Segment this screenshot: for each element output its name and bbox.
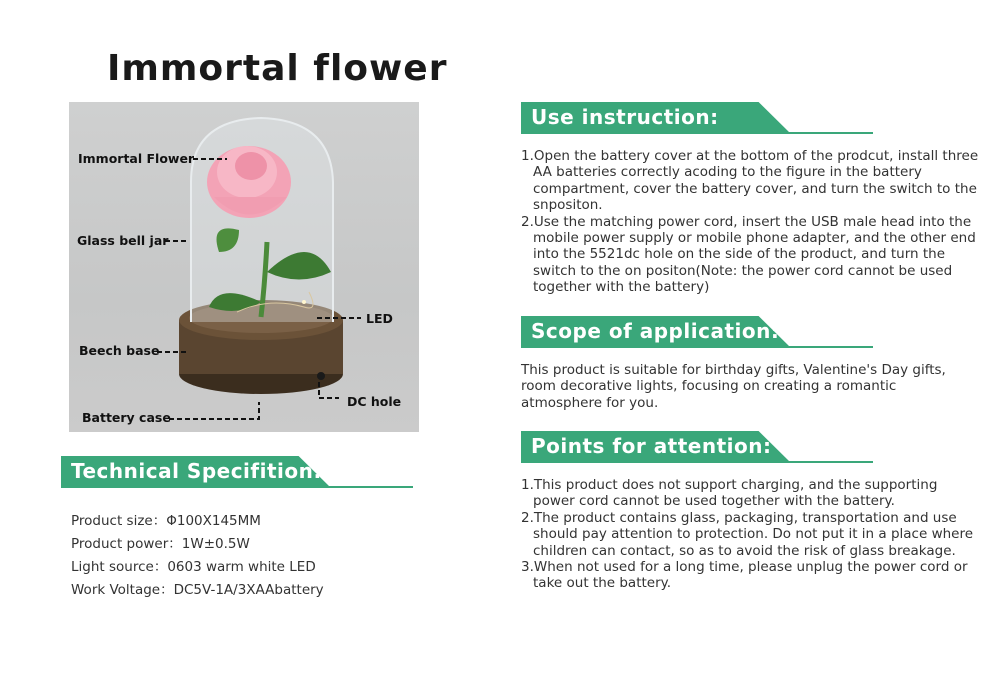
- callout-battery-case: Battery case: [82, 410, 171, 425]
- scope-text: This product is suitable for birthday gifts, Valentine's Day gifts, room decorative lights, focusing on creating a romantic atmosphere for you.: [521, 362, 946, 411]
- spec-row: Product size：Φ100X145MM: [71, 513, 261, 529]
- list-item: 1.This product does not support charging, and the supporting power cord cannot be used together with the battery.: [521, 477, 938, 510]
- use-instruction-header: [521, 102, 873, 134]
- product-photo: [69, 102, 419, 432]
- callout-dc-hole: DC hole: [347, 394, 402, 409]
- tech-spec-header-line: [311, 486, 413, 488]
- scope-heading: Scope of application:: [531, 319, 780, 343]
- use-instruction-header-line: [771, 132, 873, 134]
- spec-row: Work Voltage：DC5V-1A/3XAAbattery: [71, 582, 324, 598]
- use-instruction-heading: Use instruction:: [531, 105, 719, 129]
- page-title: Immortal flower: [107, 48, 448, 89]
- attention-list: [521, 477, 981, 592]
- scope-header: [521, 316, 873, 348]
- list-item: 3.When not used for a long time, please unplug the power cord or take out the battery.: [521, 559, 968, 592]
- spec-row: Light source：0603 warm white LED: [71, 559, 316, 575]
- callout-led: LED: [366, 311, 393, 326]
- attention-heading: Points for attention:: [531, 434, 772, 458]
- callout-immortal-flower: Immortal Flower: [78, 151, 195, 166]
- list-item: 2.The product contains glass, packaging, transportation and use should pay attention to protection. Do not put it in a place where children can contact, so as to avoid the risk of glass breakage.: [521, 509, 974, 559]
- attention-header-line: [771, 461, 873, 463]
- spec-row: Product power：1W±0.5W: [71, 536, 250, 552]
- tech-spec-heading: Technical Specifition:: [71, 459, 322, 483]
- tech-spec-header: [61, 456, 413, 488]
- attention-header: [521, 431, 873, 463]
- use-instruction-list: [521, 148, 981, 296]
- callout-glass-bell-jar: Glass bell jar: [77, 233, 169, 248]
- scope-header-line: [771, 346, 873, 348]
- list-item: 1.Open the battery cover at the bottom of the prodcut, install three AA batteries correctly acoding to the figure in the battery compartment, cover the battery cover, and turn the switch to the snpositon.: [521, 148, 979, 214]
- callout-beech-base: Beech base: [79, 343, 160, 358]
- list-item: 2.Use the matching power cord, insert the USB male head into the mobile power supply or mobile phone adapter, and the other end into the 5521dc hole on the side of the product, and turn the switch to the on positon(Note: the power cord cannot be used together with the battery): [521, 213, 976, 296]
